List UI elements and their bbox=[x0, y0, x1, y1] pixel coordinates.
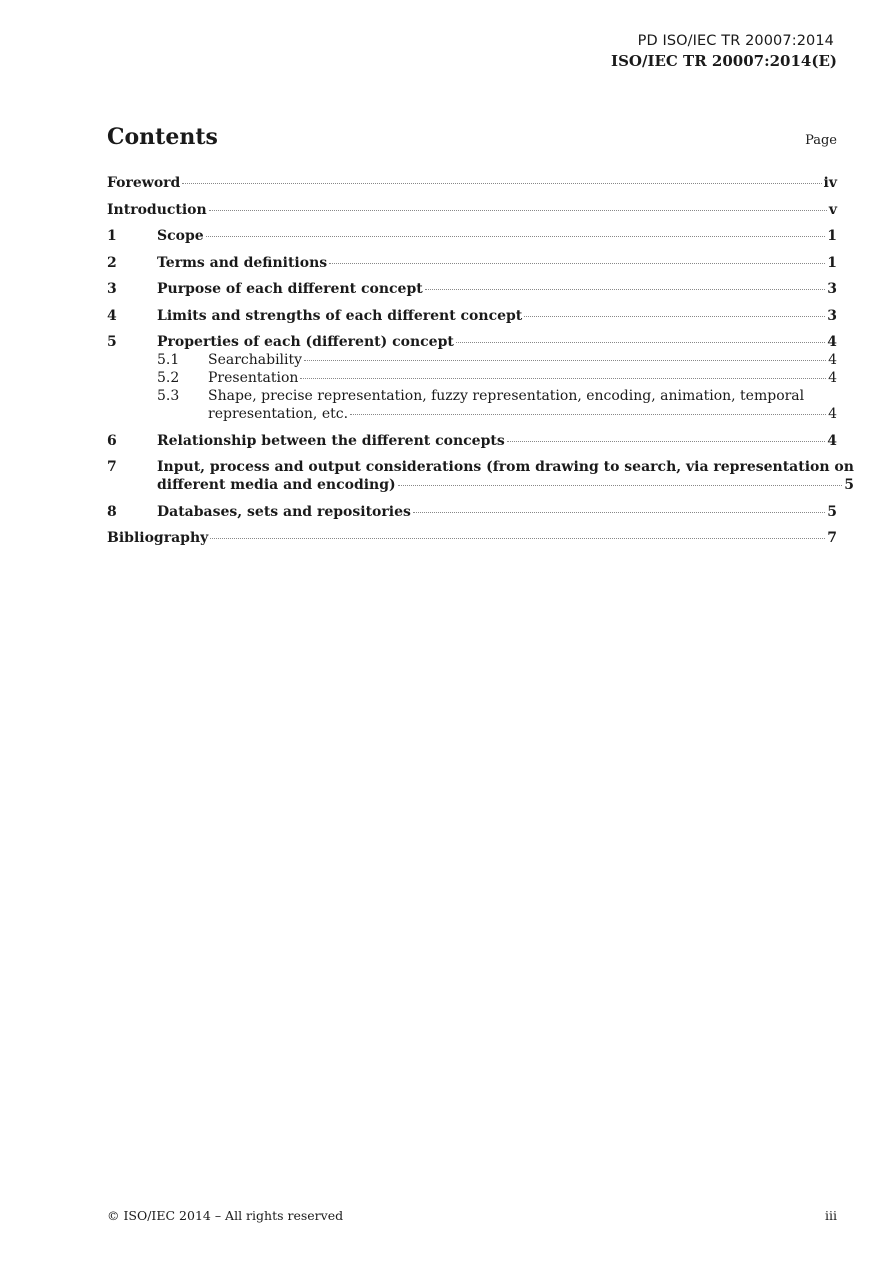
toc-title: Bibliography bbox=[107, 530, 209, 546]
page-title: Contents bbox=[107, 124, 218, 150]
toc-page: 4 bbox=[828, 352, 837, 368]
toc-title: Purpose of each different concept bbox=[157, 281, 423, 297]
toc-number: 6 bbox=[107, 432, 117, 449]
toc-title: Scope bbox=[157, 228, 204, 244]
leader-dots bbox=[413, 512, 825, 513]
toc-title-line1: Input, process and output considerations (from drawing to search, via representation on bbox=[157, 459, 854, 475]
leader-dots bbox=[182, 183, 821, 184]
toc-entry-foreword[interactable] bbox=[107, 174, 837, 192]
toc-page: iv bbox=[823, 175, 837, 191]
toc-entry-searchability[interactable] bbox=[107, 351, 837, 369]
leader-dots bbox=[329, 263, 825, 264]
table-of-contents bbox=[107, 174, 854, 547]
toc-entry-purpose[interactable] bbox=[107, 280, 837, 298]
toc-entry-terms[interactable] bbox=[107, 254, 837, 272]
toc-number: 5.3 bbox=[157, 388, 180, 404]
header-pd-code: PD ISO/IEC TR 20007:2014 bbox=[637, 33, 834, 49]
toc-entry-input-process[interactable] bbox=[107, 458, 854, 494]
toc-page: 4 bbox=[828, 370, 837, 386]
toc-page: 5 bbox=[844, 477, 854, 493]
toc-number: 1 bbox=[107, 228, 117, 244]
toc-page: 7 bbox=[827, 530, 837, 546]
leader-dots bbox=[524, 316, 825, 317]
toc-number: 4 bbox=[107, 307, 117, 324]
toc-title-line1: Shape, precise representation, fuzzy representation, encoding, animation, temporal bbox=[208, 388, 805, 404]
toc-title: Foreword bbox=[107, 175, 181, 191]
toc-entry-scope[interactable] bbox=[107, 227, 837, 245]
leader-dots bbox=[350, 414, 826, 415]
toc-number: 3 bbox=[107, 281, 117, 297]
toc-page: 3 bbox=[827, 281, 837, 297]
toc-number: 7 bbox=[107, 459, 117, 475]
leader-dots bbox=[300, 378, 826, 379]
toc-entry-presentation[interactable] bbox=[107, 369, 837, 387]
toc-number: 2 bbox=[107, 254, 117, 271]
leader-dots bbox=[398, 485, 843, 486]
toc-number: 5 bbox=[107, 334, 117, 350]
toc-page: 1 bbox=[827, 254, 837, 271]
toc-entry-introduction[interactable] bbox=[107, 201, 837, 219]
toc-page: 3 bbox=[827, 307, 837, 324]
toc-title: Limits and strengths of each different concept bbox=[157, 307, 523, 324]
toc-entry-properties[interactable] bbox=[107, 333, 837, 351]
leader-dots bbox=[507, 441, 826, 442]
header-iso-code: ISO/IEC TR 20007:2014(E) bbox=[611, 52, 837, 70]
toc-entry-shape[interactable] bbox=[107, 387, 837, 423]
toc-title: Introduction bbox=[107, 201, 207, 218]
toc-entry-bibliography[interactable] bbox=[107, 529, 837, 547]
toc-title: Relationship between the different concepts bbox=[157, 432, 505, 449]
toc-page: v bbox=[828, 201, 837, 218]
toc-entry-relationship[interactable] bbox=[107, 432, 837, 450]
toc-title: Searchability bbox=[208, 352, 303, 368]
leader-dots bbox=[210, 538, 825, 539]
toc-title: Databases, sets and repositories bbox=[157, 503, 411, 520]
toc-page: 4 bbox=[827, 432, 837, 449]
toc-entry-databases[interactable] bbox=[107, 503, 837, 521]
toc-entry-limits[interactable] bbox=[107, 307, 837, 325]
toc-title: Properties of each (different) concept bbox=[157, 334, 454, 350]
leader-dots bbox=[304, 360, 826, 361]
leader-dots bbox=[206, 236, 826, 237]
footer-page-number: iii bbox=[825, 1208, 837, 1223]
footer-copyright: © ISO/IEC 2014 – All rights reserved bbox=[107, 1208, 344, 1223]
toc-page: 4 bbox=[828, 406, 837, 422]
toc-number: 5.1 bbox=[157, 352, 180, 368]
toc-number: 5.2 bbox=[157, 370, 180, 386]
leader-dots bbox=[425, 289, 826, 290]
page-column-label: Page bbox=[805, 133, 837, 148]
toc-title-line2: different media and encoding) bbox=[157, 477, 396, 493]
toc-title: Presentation bbox=[208, 370, 299, 386]
toc-title: Terms and definitions bbox=[157, 254, 328, 271]
toc-number: 8 bbox=[107, 503, 117, 520]
toc-title-line2: representation, etc. bbox=[208, 406, 349, 422]
leader-dots bbox=[209, 210, 827, 211]
toc-page: 5 bbox=[827, 503, 837, 520]
toc-page: 1 bbox=[827, 228, 837, 244]
toc-page: 4 bbox=[827, 334, 837, 350]
leader-dots bbox=[456, 342, 825, 343]
